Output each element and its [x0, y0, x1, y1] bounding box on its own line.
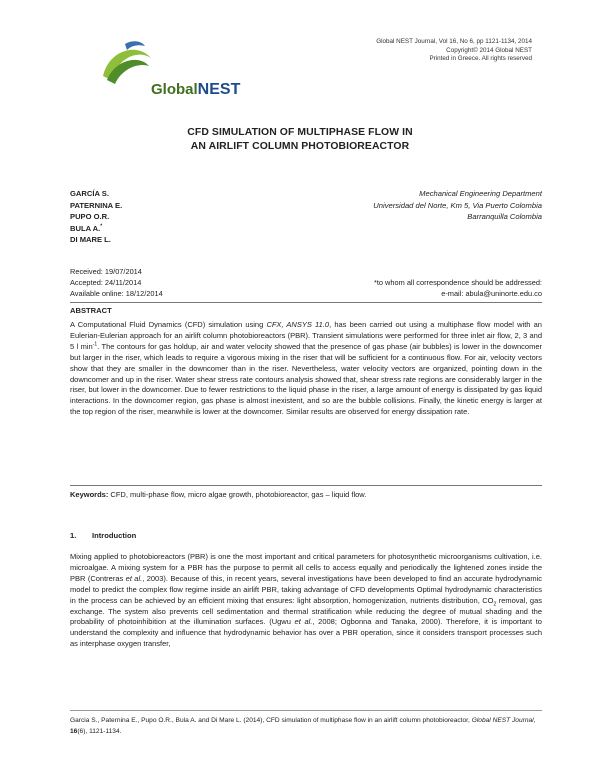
keywords	[70, 490, 542, 499]
citation-journal: Global NEST Journal	[471, 717, 534, 724]
paper-title	[0, 126, 600, 154]
journal-reference: Global NEST Journal, Vol 16, No 6, pp 1121-1134, 2014	[376, 38, 532, 45]
globe-leaf-icon	[95, 36, 155, 96]
intro-part: , 2003). Because of this, in recent years, several investigations have been developed to find an accurate hydrodynamic model to predict the complex flow regime inside an airlift PBR, taking advantage of CFD developments Optimal hydrodynamic characteristics in the process can be achieved by an efficient mixing that ensures: light absorption, homogenization, nutrients distribution, CO	[70, 573, 542, 605]
printed-line: Printed in Greece. All rights reserved	[429, 55, 532, 63]
co2-subscript: 2	[493, 601, 497, 608]
divider	[70, 485, 542, 486]
section-number: 1.	[70, 531, 77, 540]
logo-wordmark	[151, 81, 240, 99]
journal-header	[376, 38, 532, 64]
intro-paragraph	[70, 552, 542, 650]
footer-divider	[70, 710, 542, 711]
author: PUPO O.R.	[70, 212, 110, 222]
section-title: Introduction	[92, 531, 137, 540]
logo-word-global: Global	[151, 81, 198, 98]
article-dates	[70, 266, 163, 299]
correspondence-email[interactable]: e-mail: abula@uninorte.edu.co	[441, 289, 542, 298]
affiliation-line: Universidad del Norte, Km 5, Via Puerto Colombia	[373, 200, 542, 210]
unit-exponent: -1	[92, 341, 98, 348]
intro-part: Mixing applied to photobioreactors (PBR) is one the most important and critical parameters for photosynthetic microorganisms cultivation, i.e. microalgae. A mixing system for a PBR has the purpose to permit all cells to access equally and periodically the lightened zones inside the PBR (Contreras	[70, 552, 542, 583]
accepted-date: Accepted: 24/11/2014	[70, 278, 142, 287]
title-line-2: AN AIRLIFT COLUMN PHOTOBIOREACTOR	[190, 141, 410, 152]
author: PATERNINA E.	[70, 200, 123, 210]
intro-part: removal, gas exchange. The system also prevents cell sedimentation and thermal stratification while reducing the degree of mutual shading and the probability of photoinhibition at the illumination surfaces. (Ugwu	[70, 595, 542, 627]
software-name: CFX, ANSYS 11.0	[266, 320, 330, 329]
abstract-part: A Computational Fluid Dynamics (CFD) simulation using	[70, 320, 267, 329]
abstract-text	[70, 320, 542, 418]
title-line-1: CFD SIMULATION OF MULTIPHASE FLOW IN	[187, 127, 413, 138]
citation-part: Garcia S., Paternina E., Pupo O.R., Bula A. and Di Mare L. (2014), CFD simulation of multiphase flow in an airlift column photobioreactor,	[70, 717, 472, 724]
keywords-label: Keywords:	[70, 490, 109, 499]
citation-volume: 16	[70, 727, 78, 735]
intro-etal: et al.	[125, 573, 143, 583]
abstract-heading: ABSTRACT	[70, 306, 112, 315]
intro-etal: et al.	[294, 617, 313, 627]
citation	[70, 716, 542, 737]
copyright-line: Copyright© 2014 Global NEST	[446, 46, 532, 54]
author-name: BULA A.	[70, 223, 101, 233]
received-date: Received: 19/07/2014	[70, 267, 142, 276]
author: GARCÍA S.	[70, 189, 109, 198]
affiliation-line: Mechanical Engineering Department	[419, 189, 542, 198]
citation-part: (6), 1121-1134.	[77, 727, 122, 735]
abstract-part: . The contours for gas holdup, air and water velocity showed that the presence of gas phase (air bubbles) is lower in the downcomer but larger in the riser, which leads to require a vigorous mixing in the riser that will be sufficient for a continuous flow. For air, velocity vectors show that they are smaller in the downcomer than in the riser. Nevertheless, water velocity vectors are organized, pointing down in the downcomer and up in the riser. Water shear stress rate contours analysis showed that, shear stress rate regions are considerably larger in the riser, but lower in the downcomer. Due to fewer restrictions to the liquid phase in the riser, a large amount of energy is dissipated by gas liquid interactions. In the downcomer region, gas phase is almost inexistent, and so are the bubble collisions. Finally, the kinetic energy is larger at the top region of the riser, meanwhile is lower at the downcomer. Similar results are observed for energy dissipation rate.	[70, 341, 542, 417]
section-heading	[70, 531, 136, 540]
author-list	[70, 188, 122, 246]
affiliation-line: Barranquilla Colombia	[467, 212, 542, 222]
online-date: Available online: 18/12/2014	[70, 289, 163, 298]
author-corresponding	[70, 223, 122, 235]
intro-part: , 2008; Ogbonna and Tanaka, 2000). Therefore, it is important to understand the complexity and influence that hydrodynamic behavior has over a PBR operation, since it considers transport processes such as interphase oxygen transfer,	[70, 617, 542, 649]
corresponding-mark: *	[100, 223, 103, 230]
correspondence-note: *to whom all correspondence should be addressed:	[373, 278, 542, 287]
citation-part: ,	[533, 717, 536, 724]
affiliation	[373, 188, 542, 223]
author: DI MARE L.	[70, 235, 111, 245]
correspondence	[374, 277, 542, 299]
divider	[70, 302, 542, 303]
logo-word-nest: NEST	[197, 81, 241, 98]
abstract-part: , has been carried out using a multiphase flow model with an Eulerian-Eulerian approach for an airlift column photobioreactors (PBR). Transient simulations were performed for three inlet air flow, 2, 3 and 5 l min	[70, 320, 542, 351]
journal-logo	[95, 36, 241, 100]
keywords-text: CFD, multi-phase flow, micro algae growth, photobioreactor, gas – liquid flow.	[108, 490, 367, 499]
